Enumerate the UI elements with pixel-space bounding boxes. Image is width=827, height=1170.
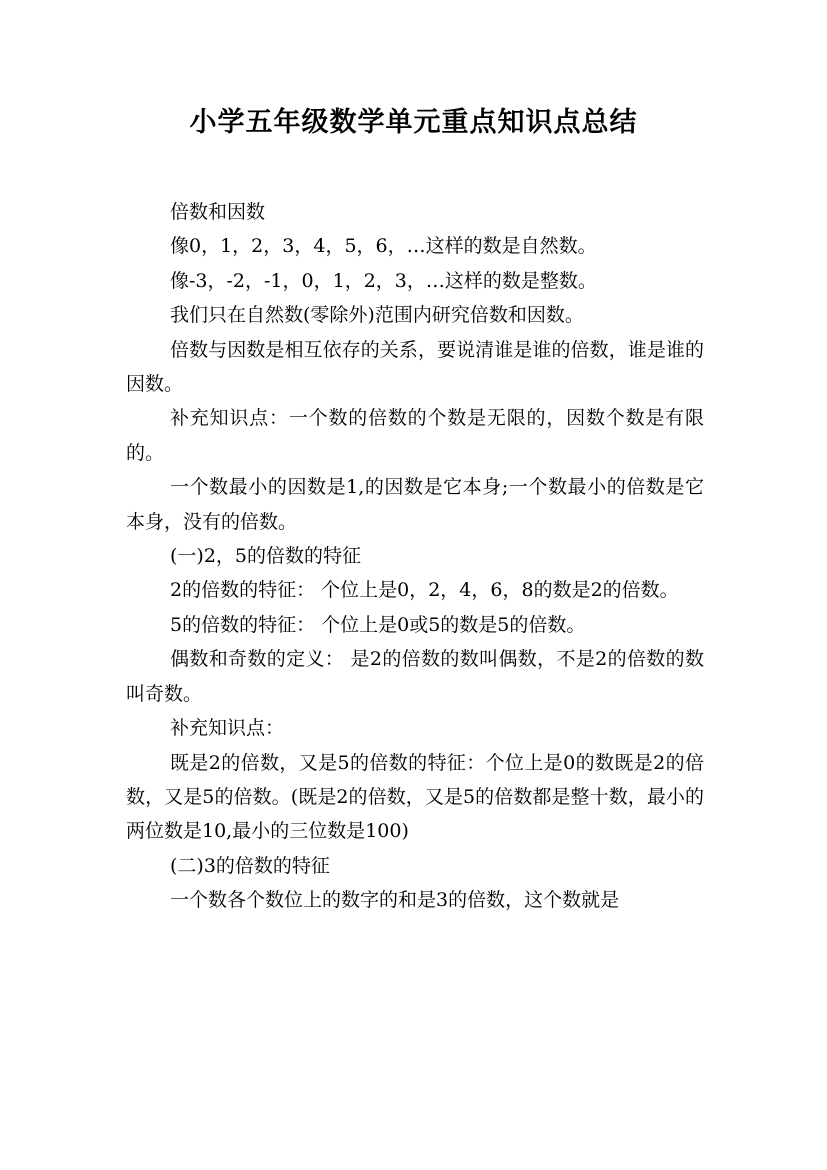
paragraph: (一)2，5的倍数的特征 bbox=[170, 545, 362, 568]
paragraph: 我们只在自然数(零除外)范围内研究倍数和因数。 bbox=[170, 304, 584, 327]
paragraph: 倍数和因数 bbox=[170, 201, 266, 223]
paragraph: 补充知识点：一个数的倍数的个数是无限的，因数个数是有限的。 bbox=[126, 407, 704, 464]
paragraph: 既是2的倍数，又是5的倍数的特征：个位上是0的数既是2的倍数，又是5的倍数。(既是2的倍数，又是5的倍数都是整十数，最小的两位数是10,最小的三位数是100) bbox=[126, 751, 704, 843]
paragraph: 像0，1，2，3，4，5，6，…这样的数是自然数。 bbox=[170, 235, 597, 258]
paragraph: 偶数和奇数的定义： 是2的倍数的数叫偶数，不是2的倍数的数叫奇数。 bbox=[126, 648, 704, 705]
paragraph: 补充知识点： bbox=[170, 717, 285, 740]
paragraph: 一个数各个数位上的数字的和是3的倍数，这个数就是 bbox=[170, 889, 620, 912]
paragraph: 一个数最小的因数是1,的因数是它本身;一个数最小的倍数是它本身，没有的倍数。 bbox=[126, 476, 704, 533]
paragraph: 像-3，-2，-1，0，1，2，3，…这样的数是整数。 bbox=[170, 269, 597, 292]
document-title: 小学五年级数学单元重点知识点总结 bbox=[189, 107, 638, 138]
paragraph: 倍数与因数是相互依存的关系，要说清谁是谁的倍数，谁是谁的因数。 bbox=[126, 338, 704, 396]
paragraph: (二)3的倍数的特征 bbox=[170, 854, 330, 877]
paragraph: 5的倍数的特征： 个位上是0或5的数是5的倍数。 bbox=[170, 613, 586, 636]
document-body bbox=[126, 195, 704, 918]
paragraph: 2的倍数的特征： 个位上是0，2，4，6，8的数是2的倍数。 bbox=[170, 579, 679, 602]
